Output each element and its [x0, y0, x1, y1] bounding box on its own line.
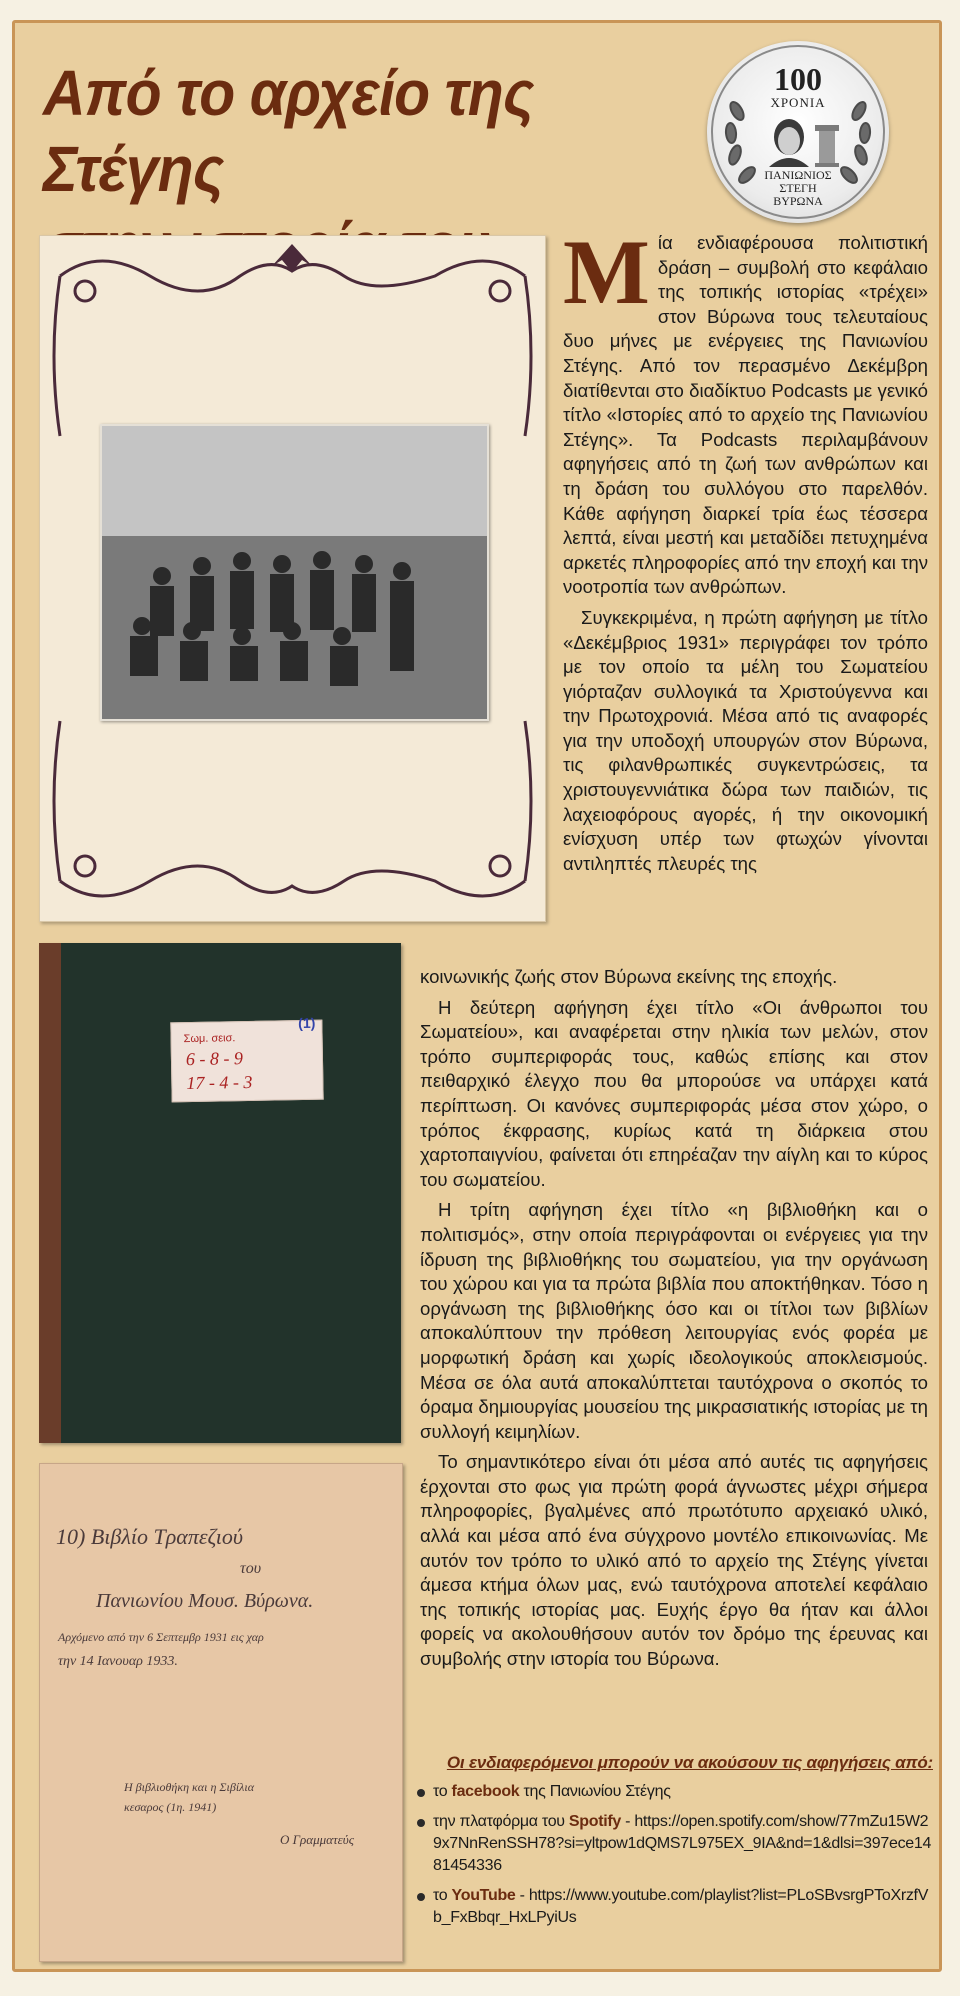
manuscript-line: 10) Βιβλίο Τραπεζιού [56, 1524, 243, 1549]
link-suffix: της Πανιωνίου Στέγης [519, 1783, 671, 1800]
title-line-1: Από το αρχείο της Στέγης [43, 57, 534, 205]
paragraph-4: Η τρίτη αφήγηση έχει τίτλο «η βιβλιοθήκη και ο πολιτισμός», στην οποία περιγράφονται οι ενέργειες για την ίδρυση της βιβλιοθήκης του σωματείου, για την οργάνωση του χώρου και για τα πρώτα βιβλία που αποκτήθηκαν. Τόσο η οργάνωση της βιβλιοθήκης όσο και οι τίτλοι των βιβλίων αποκαλύπτουν την πρόθεση λειτουργίας ενός φορέα με μορφωτική δράση και χωρίς ιδεολογικούς αποκλεισμούς. Μέσα σε όλα αυτά αποκαλύπτεται ταυτόχρονα ο σκοπός το όραμα δημιουργίας μουσείου της μικρασιατικής ιστορίας με τη συλλογή κειμηλίων. [420, 1199, 928, 1442]
dropcap: Μ [563, 221, 650, 323]
paragraph-2: Συγκεκριμένα, η πρώτη αφήγηση με τίτλο «Δεκέμβριος 1931» περιγράφει τον τρόπο με τον οποίο τα μέλη του Σωματείου γιόρταζαν συλλογικά τα Χριστούγεννα και την Πρωτοχρονιά. Μέσα από τις αναφορές για την υποδοχή υπουργών στον Βύρωνα, τις φιλανθρωπικές συγκεντρώσεις, τα χριστουγεννιάτικα δώρα των παιδιών, τις λαχειοφόρους αγορές, ή την οικονομική ενίσχυση υπέρ των φτωχών γίνονται αντιληπτές πλευρές της [563, 606, 928, 874]
link-suffix: - https://www.youtube.com/playlist?list=PLoSBvsrgPToXrzfVb_FxBbqr_HxLPyiUs [433, 1887, 929, 1926]
links-list [415, 1781, 935, 1937]
link-platform: facebook [451, 1783, 520, 1800]
ornamental-photo-frame [39, 235, 546, 922]
manuscript-line: Η βιβλιοθήκη και η Σιβίλια [124, 1780, 254, 1794]
article-page [12, 20, 942, 1972]
manuscript-line: την 14 Ιανουαρ 1933. [58, 1654, 178, 1669]
link-item-youtube[interactable] [415, 1885, 935, 1929]
manuscript-line: κεσαρος (1η. 1941) [124, 1800, 217, 1814]
manuscript-line: Αρχόμενο από την 6 Σεπτεμβρ 1931 εις χαρ [58, 1630, 264, 1644]
badge-line-1: ΠΑΝΙΩΝΙΟΣ [764, 168, 832, 182]
manuscript-line: Πανιωνίου Μουσ. Βύρωνα. [96, 1590, 314, 1612]
paragraph-2-end: κοινωνικής ζωής στον Βύρωνα εκείνης της εποχής. [420, 966, 838, 987]
link-prefix: την πλατφόρμα του [433, 1813, 569, 1830]
text-column-top [563, 221, 928, 882]
text-column-bottom [420, 965, 928, 1678]
link-platform: YouTube [451, 1887, 516, 1904]
link-prefix: το [433, 1887, 452, 1904]
manuscript-line: του [240, 1560, 262, 1577]
paragraph-5: Το σημαντικότερο είναι ότι μέσα από αυτές τις αφηγήσεις έρχονται στο φως για πρώτη φορά άγνωστες μέχρι σήμερα πληροφορίες, βγαλμένες από πρωτότυπο αρχειακό υλικό, αλλά και μέσα από ένα σύγχρονο μοντέλο επικοινωνίας. Με αυτόν τον τρόπο το υλικό από το αρχείο της Στέγης γίνεται άμεσα κτήμα όλων μας, ενώ ταυτόχρονα αποτελεί κεφάλαιο της τοπικής ιστορίας μας. Ευχής έργο θα ήταν και άλλοι φορείς να ακολουθήσουν αυτόν τον δρόμο της έρευνας και συμβολής στην ιστορία του Βύρωνα. [420, 1451, 928, 1670]
badge-org-name [707, 169, 889, 208]
notebook-label-number: (1) [298, 1014, 316, 1032]
paragraph-1 [563, 221, 928, 600]
archive-notebook-photo [39, 943, 401, 1443]
notebook-label-line-1: Σωμ. σεισ. [183, 1032, 236, 1046]
badge-line-3: ΒΥΡΩΝΑ [773, 194, 823, 208]
paragraph-3: Η δεύτερη αφήγηση έχει τίτλο «Οι άνθρωποι του Σωματείου», και αναφέρεται στην ηλικία των μελών, στον τρόπο συμπεριφοράς τους, καθώς επίσης και στον πειθαρχικό έλεγχο που θα μπορούσε να υπάρχει κατά περίπτωση. Οι κανόνες συμπεριφοράς μέσα στον χώρο, ο τρόπος έκφρασης, κυρίως κατά τη διάρκεια στου χαρτοπαιγνίου, φαίνεται ότι επηρέαζαν την αίγλη και το κύρος του σωματείου. [420, 996, 928, 1190]
badge-years: ΧΡΟΝΙΑ [770, 95, 826, 110]
notebook-label-line-2: 6 - 8 - 9 [185, 1048, 244, 1070]
link-suffix: - https://open.spotify.com/show/77mZu15W29x7NnRenSSH78?si=yltpow1dQMS7L975EX_9IA&nd=1&dlsi=397ece1481454336 [433, 1813, 932, 1874]
manuscript-line: Ο Γραμματεύς [280, 1832, 354, 1847]
link-item-facebook[interactable] [415, 1781, 935, 1803]
paragraph-1-text: ία ενδιαφέρουσα πολιτιστική δράση – συμβολή στο κεφάλαιο της τοπικής ιστορίας «τρέχει» στον Βύρωνα τους τελευταίους δυο μήνες με ενέργειες της Πανιωνίου Στέγης. Από τον περασμένο Δεκέμβρη διατίθενται στο διαδίκτυο Podcasts με γενικό τίτλο «Ιστορίες από το αρχείο της Πανιωνίου Στέγης». Τα Podcasts περιλαμβάνουν αφηγήσεις από τη ζωή των ανθρώπων και τη δράση του συλλόγου στο παρελθόν. Κάθε αφήγηση διαρκεί τρία έως τέσσερα λεπτά, είναι μεστή και μεταδίδει πετυχημένα αρκετές πληροφορίες από την εποχή και την νοοτροπία των ανθρώπων. [563, 232, 928, 598]
links-heading: Οι ενδιαφερόμενοι μπορούν να ακούσουν τις αφηγήσεις από: [446, 1753, 933, 1772]
link-platform: Spotify [568, 1813, 622, 1830]
link-item-spotify[interactable] [415, 1811, 935, 1877]
badge-line-2: ΣΤΕΓΗ [779, 181, 817, 195]
anniversary-badge [707, 41, 889, 223]
badge-number: 100 [774, 61, 822, 97]
notebook-label [170, 1014, 323, 1103]
notebook-label-line-3: 17 - 4 - 3 [186, 1071, 253, 1094]
link-prefix: το [433, 1783, 452, 1800]
historic-group-photo [100, 424, 489, 721]
group-photo-icon [102, 426, 487, 719]
handwritten-page-photo [39, 1463, 403, 1962]
